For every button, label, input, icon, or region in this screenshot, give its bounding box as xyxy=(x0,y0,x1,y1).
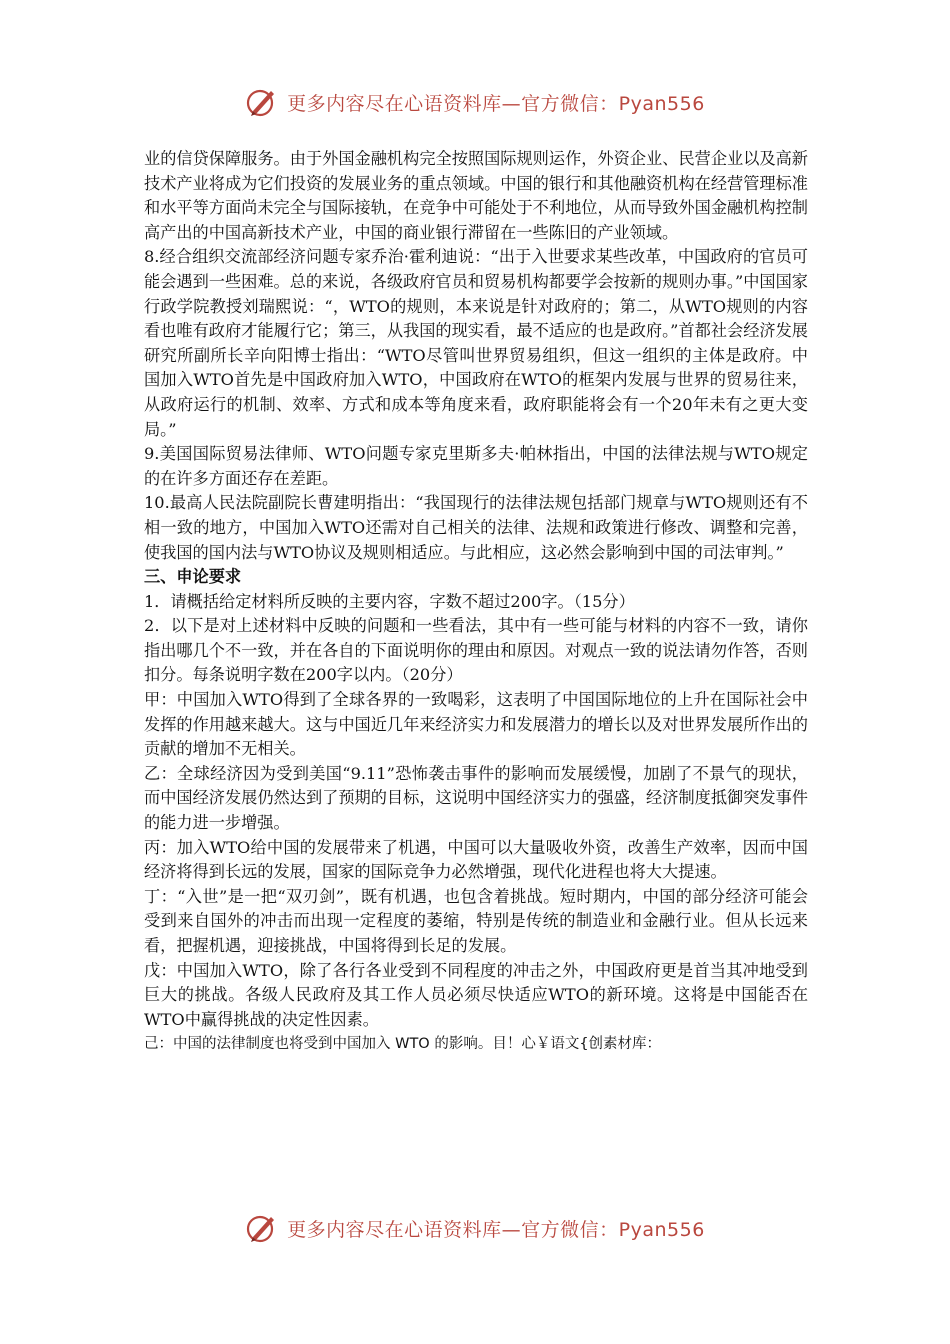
viewpoint-item: 甲：中国加入WTO得到了全球各界的一致喝彩，这表明了中国国际地位的上升在国际社会中发挥的作用越来越大。这与中国近几年来经济实力和发展潜力的增长以及对世界发展所作出的贡献的增加不无相关。 xyxy=(144,690,808,759)
footer-banner-text: 更多内容尽在心语资料库—官方微信：Pyan556 xyxy=(287,1218,705,1241)
footer-banner xyxy=(0,1208,950,1248)
requirement-item: 2．以下是对上述材料中反映的问题和一些看法，其中有一些可能与材料的内容不一致，请你指出哪几个不一致，并在各自的下面说明你的理由和原因。对观点一致的说法请勿作答，否则扣分。每条说明字数在200字以内。（20分） xyxy=(144,616,808,685)
section-heading: 三、申论要求 xyxy=(144,567,242,587)
pen-logo-icon xyxy=(245,85,279,119)
header-banner xyxy=(0,82,950,122)
paragraph: 业的信贷保障服务。由于外国金融机构完全按照国际规则运作，外资企业、民营企业以及高新技术产业将成为它们投资的发展业务的重点领域。中国的银行和其他融资机构在经营管理标准和水平等方面尚未完全与国际接轨，在竞争中可能处于不利地位，从而导致外国金融机构控制高产出的中国高新技术产业，中国的商业银行滞留在一些陈旧的产业领域。 xyxy=(144,149,808,242)
viewpoint-item: 戊：中国加入WTO，除了各行各业受到不同程度的冲击之外，中国政府更是首当其冲地受到巨大的挑战。各级人民政府及其工作人员必须尽快适应WTO的新环境。这将是中国能否在WTO中赢得挑战的决定性因素。 xyxy=(144,960,808,1029)
header-banner-text: 更多内容尽在心语资料库—官方微信：Pyan556 xyxy=(287,92,705,115)
requirement-item: 1．请概括给定材料所反映的主要内容，字数不超过200字。（15分） xyxy=(144,591,635,611)
viewpoint-item-truncated: 己：中国的法律制度也将受到中国加入 WTO 的影响。目！心￥语文{创素材库： xyxy=(144,1036,662,1053)
pen-logo-icon xyxy=(245,1211,279,1245)
paragraph: 9.美国国际贸易法律师、WTO问题专家克里斯多夫·帕林指出，中国的法律法规与WTO规定的在许多方面还存在差距。 xyxy=(144,444,808,488)
viewpoint-item: 丙：加入WTO给中国的发展带来了机遇，中国可以大量吸收外资，改善生产效率，因而中国经济将得到长远的发展，国家的国际竞争力必然增强，现代化进程也将大大提速。 xyxy=(144,837,808,882)
paragraph: 10.最高人民法院副院长曹建明指出：“我国现行的法律法规包括部门规章与WTO规则还有不相一致的地方，中国加入WTO还需对自己相关的法律、法规和政策进行修改、调整和完善，使我国的国内法与WTO协议及规则相适应。与此相应，这必然会影响到中国的司法审判。” xyxy=(144,493,808,562)
document-body xyxy=(144,147,808,1057)
viewpoint-item: 乙：全球经济因为受到美国“9.11”恐怖袭击事件的影响而发展缓慢，加剧了不景气的现状，而中国经济发展仍然达到了预期的目标，这说明中国经济实力的强盛，经济制度抵御突发事件的能力进一步增强。 xyxy=(144,763,808,833)
paragraph: 8.经合组织交流部经济问题专家乔治·霍利迪说：“出于入世要求某些改革，中国政府的官员可能会遇到一些困难。总的来说，各级政府官员和贸易机构都要学会按新的规则办事。”中国国家行政学院教授刘瑞熙说：“，WTO的规则，本来说是针对政府的；第二，从WTO规则的内容看也唯有政府才能履行它；第三，从我国的现实看，最不适应的也是政府。”首都社会经济发展研究所副所长辛向阳博士指出：“WTO尽管叫世界贸易组织，但这一组织的主体是政府。中国加入WTO首先是中国政府加入WTO，中国政府在WTO的框架内发展与世界的贸易往来，从政府运行的机制、效率、方式和成本等角度来看，政府职能将会有一个20年未有之更大变局。” xyxy=(144,247,808,439)
viewpoint-item: 丁：“入世”是一把“双刃剑”，既有机遇，也包含着挑战。短时期内，中国的部分经济可能会受到来自国外的冲击而出现一定程度的萎缩，特别是传统的制造业和金融行业。但从长远来看，把握机遇，迎接挑战，中国将得到长足的发展。 xyxy=(144,886,808,955)
